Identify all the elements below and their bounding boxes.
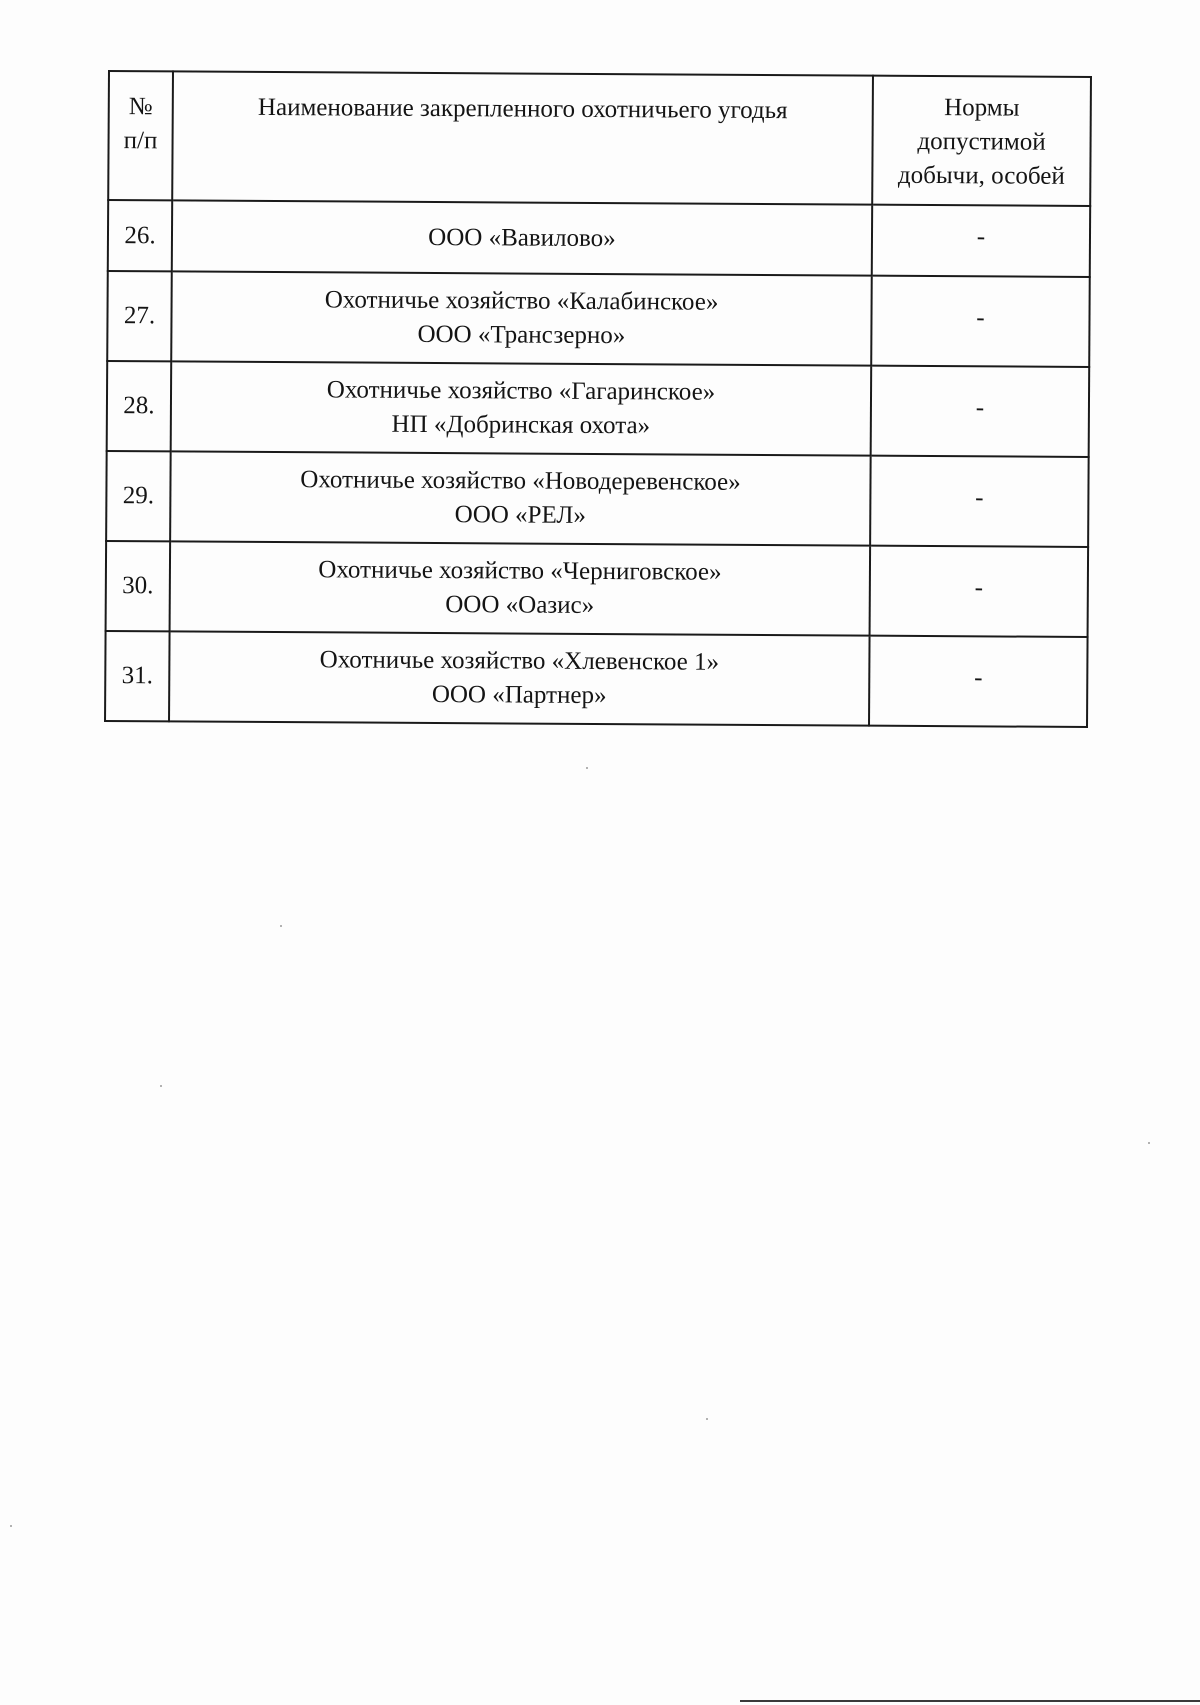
- name-line: Охотничье хозяйство «Новодеревенское»: [300, 466, 741, 496]
- name-line: Охотничье хозяйство «Черниговское»: [318, 556, 722, 586]
- header-norm-cell: [872, 76, 1091, 206]
- hunting-ground-name: [171, 361, 872, 455]
- norm-value: -: [869, 636, 1088, 727]
- scan-speck: [1148, 1142, 1150, 1144]
- norm-value: -: [871, 276, 1090, 367]
- header-number-line: №: [128, 93, 153, 121]
- scan-speck: [280, 925, 282, 927]
- row-number: 27.: [107, 271, 172, 361]
- scan-speck: [706, 1418, 708, 1420]
- table-row: [107, 271, 1090, 367]
- header-number-line: п/п: [123, 127, 158, 155]
- table-row: [105, 631, 1088, 727]
- header-norm-line: Нормы: [944, 94, 1020, 122]
- header-norm-line: допустимой: [917, 127, 1046, 156]
- row-number: 30.: [106, 541, 171, 631]
- hunting-ground-name: [172, 200, 872, 275]
- table-row: [107, 361, 1090, 457]
- table-header-row: [108, 71, 1091, 206]
- name-line: ООО «Вавилово»: [428, 223, 616, 252]
- name-line: ООО «Партнер»: [431, 680, 607, 710]
- hunting-ground-name: [170, 541, 871, 635]
- hunting-ground-name: [170, 451, 871, 545]
- table-row: [106, 541, 1089, 637]
- name-line: ООО «Трансзерно»: [417, 320, 626, 350]
- name-line: ООО «Оазис»: [445, 591, 595, 619]
- norm-value: -: [872, 205, 1090, 277]
- row-number: 29.: [106, 451, 171, 541]
- header-number-cell: [108, 71, 173, 200]
- norm-value: -: [870, 546, 1089, 637]
- row-number: 31.: [105, 631, 170, 721]
- header-norm-line: добычи, особей: [897, 161, 1065, 190]
- hunting-ground-name: [171, 271, 872, 365]
- scan-speck: [160, 1085, 162, 1087]
- name-line: НП «Добринская охота»: [391, 410, 651, 440]
- name-line: ООО «РЕЛ»: [454, 501, 586, 529]
- row-number: 28.: [107, 361, 172, 451]
- name-line: Охотничье хозяйство «Хлевенское 1»: [319, 646, 720, 676]
- scan-speck: [586, 767, 588, 769]
- hunting-grounds-table: [104, 70, 1092, 728]
- norm-value: -: [870, 456, 1089, 547]
- hunting-ground-name: [169, 631, 870, 725]
- header-name-cell: Наименование закрепленного охотничьего угодья: [172, 71, 873, 204]
- table-row: [108, 200, 1090, 277]
- scan-edge-line: [740, 1700, 1200, 1702]
- table-row: [106, 451, 1089, 547]
- name-line: Охотничье хозяйство «Гагаринское»: [326, 376, 716, 406]
- name-line: Охотничье хозяйство «Калабинское»: [324, 286, 719, 316]
- row-number: 26.: [108, 200, 172, 271]
- norm-value: -: [871, 366, 1090, 457]
- scan-speck: [10, 1525, 12, 1527]
